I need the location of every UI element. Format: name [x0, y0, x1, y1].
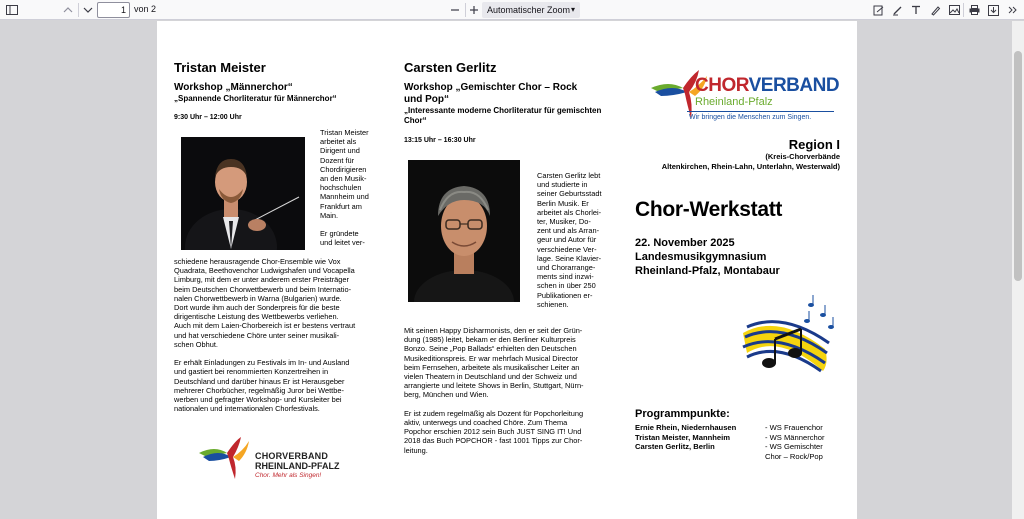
chorverband-logo-large — [649, 66, 844, 126]
workshop-subtitle: „Spannende Chorliteratur für Männerchor“ — [174, 94, 337, 103]
more-tools-icon[interactable] — [1005, 2, 1021, 18]
program-title: Programmpunkte: — [635, 408, 730, 420]
workshop-time: 9:30 Uhr – 12:00 Uhr — [174, 114, 242, 121]
tristan-bio-full: schiedene herausragende Chor-Ensemble wie Vox Quadrata, Beethovenchor Ludwigshafen und Vocapella Limburg, mit dem er unter anderem erster Preisträger beim Deutschen Chorwettbewerb und beim Internatio- nalen Chorwettbewerb in Warna (Bulgarien) wurde. Dort wurde ihm auch der Sonderpreis für die beste dirigentische Leistung des Wettbewerbs verliehen. Auch mit dem Laien-Chorbereich ist er bestens vertraut und hat verschiedene Chöre unter seiner musikali- schen Obhut. Er erhält Einladungen zu Festivals im In- und Ausland und gastiert bei renommierten Konzertreihen in Deutschland und darüber hinaus Er ist Herausgeber mehrerer Chorbücher, regelmäßig Juror bei Wettbe- werben und gefragter Workshop- und Kursleiter bei nationalen und internationalen Chorfestivals. — [174, 257, 356, 414]
workshop-subtitle-line2: Chor“ — [404, 116, 427, 125]
carsten-bio-side: Carsten Gerlitz lebt und studierte in seiner Geburtsstadt Berlin Musik. Er arbeitet als Chorlei- ter, Musiker, Do- zent und als Arran- geur und Autor für verschiedene Ver- lage. Seine Klavier- und Chorarrange- ments sind inzwi- schen in über 250 Publikationen er- schienen. — [537, 171, 602, 309]
workshop-time: 13:15 Uhr – 16:30 Uhr — [404, 137, 476, 144]
speaker-name: Carsten Gerlitz — [404, 60, 497, 75]
chevron-down-icon: ▾ — [570, 5, 575, 14]
pdf-toolbar — [0, 0, 1024, 20]
program-item: Carsten Gerlitz, Berlin - WS Gemischter — [635, 442, 823, 452]
ink-draw-icon[interactable] — [927, 2, 943, 18]
workshop-title: Workshop „Männerchor“ — [174, 82, 293, 93]
bird-logo-icon — [197, 435, 253, 481]
event-venue-1: Landesmusikgymnasium — [635, 251, 767, 263]
event-block — [635, 198, 845, 278]
zoom-select[interactable]: Automatischer Zoom ▾ — [482, 2, 580, 18]
print-icon[interactable] — [966, 2, 982, 18]
carsten-gerlitz-photo — [408, 160, 520, 302]
speaker-name: Tristan Meister — [174, 60, 266, 75]
region-sub-1: (Kreis-Chorverbände — [765, 152, 840, 161]
region-title: Region I — [788, 137, 840, 152]
workshop-title-line1: Workshop „Gemischter Chor – Rock — [404, 82, 578, 93]
tristan-meister-photo — [181, 137, 305, 250]
previous-page-icon[interactable] — [60, 2, 76, 18]
music-notes-icon — [739, 293, 837, 383]
tristan-bio-side: Tristan Meister arbeitet als Dirigent und Dozent für Chordirigieren an den Musik- hochschulen Mannheim und Frankfurt am Main. Er gründete und leitet ver- — [320, 128, 369, 248]
draw-pen-icon[interactable] — [889, 2, 905, 18]
region-block — [635, 137, 840, 171]
logo-verband-text: VERBAND — [748, 75, 840, 96]
page-number-input[interactable]: 1 — [97, 2, 130, 18]
event-date: 22. November 2025 — [635, 237, 735, 249]
program-item-tail: Chor – Rock/Pop — [765, 451, 823, 461]
vertical-scrollbar[interactable] — [1012, 21, 1024, 519]
highlight-icon[interactable] — [870, 2, 886, 18]
pdf-page — [157, 21, 857, 519]
logo-region-text: Rheinland-Pfalz — [695, 96, 773, 108]
logo-slogan: Wir bringen die Menschen zum Singen. — [687, 111, 834, 122]
program-list — [635, 423, 845, 461]
column-carsten — [404, 60, 619, 144]
add-image-icon[interactable] — [946, 2, 962, 18]
chorverband-logo-small: CHORVERBAND RHEINLAND-PFALZ Chor. Mehr als Singen! — [197, 435, 347, 485]
workshop-subtitle-line1: „Interessante moderne Chorliteratur für gemischten — [404, 106, 602, 115]
program-item: Tristan Meister, Mannheim - WS Männerchor — [635, 432, 825, 442]
carsten-bio-full: Mit seinen Happy Disharmonists, den er seit der Grün- dung (1985) leitet, bekam er den Berliner Kulturpreis Bonzo. Seine „Pop Ballads“ erhielten den Deutschen Musikeditionspreis. Er war mehrfach Musical Director beim Fernsehen, arbeitete als musikalischer Leiter an vielen Theatern in Deutschland und der Schweiz und arrangierte und leitete Shows in Berlin, Stuttgart, Nürn- berg, München und Wien. Er ist zudem regelmäßig als Dozent für Popchorleitung aktiv, unterwegs und coached Chöre. Zum Thema Popchor erschien 2012 sein Buch JUST SING IT! Und 2018 das Buch POPCHOR - fast 1001 Tipps zur Chor- leitung. — [404, 326, 584, 455]
event-title: Chor-Werkstatt — [635, 198, 783, 221]
sidebar-toggle-icon[interactable] — [4, 2, 20, 18]
zoom-in-icon[interactable] — [466, 2, 482, 18]
program-item: Ernie Rhein, Niedernhausen - WS Frauenchor — [635, 423, 823, 432]
region-sub-2: Altenkirchen, Rhein-Lahn, Unterlahn, Westerwald) — [661, 161, 840, 171]
page-total-label: von 2 — [134, 4, 157, 14]
text-tool-icon[interactable] — [908, 2, 924, 18]
event-venue-2: Rheinland-Pfalz, Montabaur — [635, 265, 780, 277]
column-tristan — [174, 60, 379, 121]
scrollbar-thumb[interactable] — [1014, 51, 1022, 281]
zoom-out-icon[interactable] — [447, 2, 463, 18]
workshop-title-line2: und Pop“ — [404, 94, 449, 105]
logo-chor-text: CHOR — [695, 75, 749, 96]
save-icon[interactable] — [985, 2, 1001, 18]
music-notes-graphic — [739, 293, 837, 383]
program-block — [635, 408, 845, 461]
next-page-icon[interactable] — [80, 2, 96, 18]
